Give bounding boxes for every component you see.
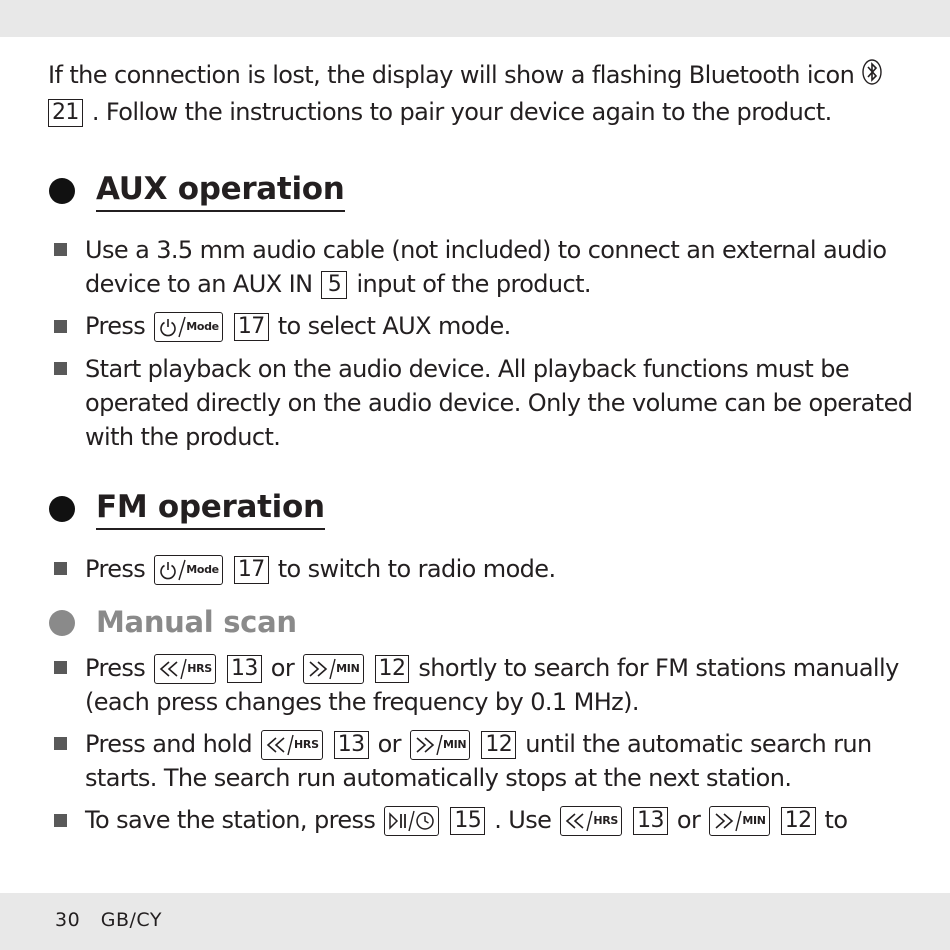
intro-text: . Follow the instructions to pair your device again to the product. [91, 98, 832, 126]
list-bullet [54, 562, 67, 575]
ref-number: 13 [334, 731, 369, 759]
clock-icon [415, 811, 435, 831]
forward-min-key: MIN [709, 806, 769, 836]
rewind-hrs-key: HRS [154, 654, 216, 684]
power-mode-key: Mode [154, 555, 223, 585]
ref-number: 17 [234, 556, 269, 584]
ref-number: 13 [227, 655, 262, 683]
list-bullet [54, 362, 67, 375]
ref-number: 12 [375, 655, 410, 683]
top-band [0, 0, 950, 37]
play-pause-clock-key [384, 806, 439, 836]
power-icon [158, 317, 178, 337]
intro-text: If the connection is lost, the display will show a flashing Bluetooth icon [48, 61, 855, 89]
page-footer [55, 909, 162, 931]
list-item: Use a 3.5 mm audio cable (not included) to connect an external audio device to an AUX IN 5 input of the product. [85, 236, 887, 298]
list-item: Press HRS 13 or MIN 12 shortly to search for FM stations manually (each press changes the frequency by 0.1 MHz). [85, 654, 899, 716]
rewind-icon [158, 660, 180, 678]
ref-number: 21 [48, 99, 83, 127]
forward-min-key: MIN [303, 654, 363, 684]
rewind-icon [265, 736, 287, 754]
ref-number: 17 [234, 313, 269, 341]
bluetooth-icon [861, 58, 883, 95]
ref-number: 12 [481, 731, 516, 759]
section-bullet [49, 496, 75, 522]
fast-forward-icon [307, 660, 329, 678]
play-pause-icon [388, 812, 408, 830]
power-icon [158, 560, 178, 580]
list-item: Press and hold HRS 13 or MIN 12 until the automatic search run starts. The search run automatically stops at the next station. [85, 730, 872, 792]
ref-number: 12 [781, 807, 816, 835]
list-item: To save the station, press 15 . Use HRS 13 or MIN 12 to [85, 806, 848, 834]
list-bullet [54, 661, 67, 674]
list-bullet [54, 737, 67, 750]
language-code: GB/CY [100, 909, 162, 931]
fast-forward-icon [414, 736, 436, 754]
aux-heading: AUX operation [96, 171, 345, 212]
rewind-hrs-key: HRS [261, 730, 323, 760]
rewind-hrs-key: HRS [560, 806, 622, 836]
power-mode-key: Mode [154, 312, 223, 342]
page-number: 30 [55, 909, 81, 931]
list-item: Press Mode 17 to switch to radio mode. [85, 555, 556, 583]
list-bullet [54, 243, 67, 256]
subsection-bullet [49, 610, 75, 636]
fm-heading: FM operation [96, 489, 325, 530]
list-item: Start playback on the audio device. All playback functions must be operated directly on the audio device. Only the volume can be operated with the product. [85, 355, 913, 451]
rewind-icon [564, 812, 586, 830]
list-item: Press Mode 17 to select AUX mode. [85, 312, 511, 340]
fast-forward-icon [713, 812, 735, 830]
intro-paragraph [48, 58, 908, 129]
ref-number: 13 [633, 807, 668, 835]
manual-scan-heading: Manual scan [96, 605, 297, 639]
list-bullet [54, 320, 67, 333]
forward-min-key: MIN [410, 730, 470, 760]
ref-number: 15 [450, 807, 485, 835]
section-bullet [49, 178, 75, 204]
list-bullet [54, 814, 67, 827]
ref-number: 5 [321, 271, 347, 299]
